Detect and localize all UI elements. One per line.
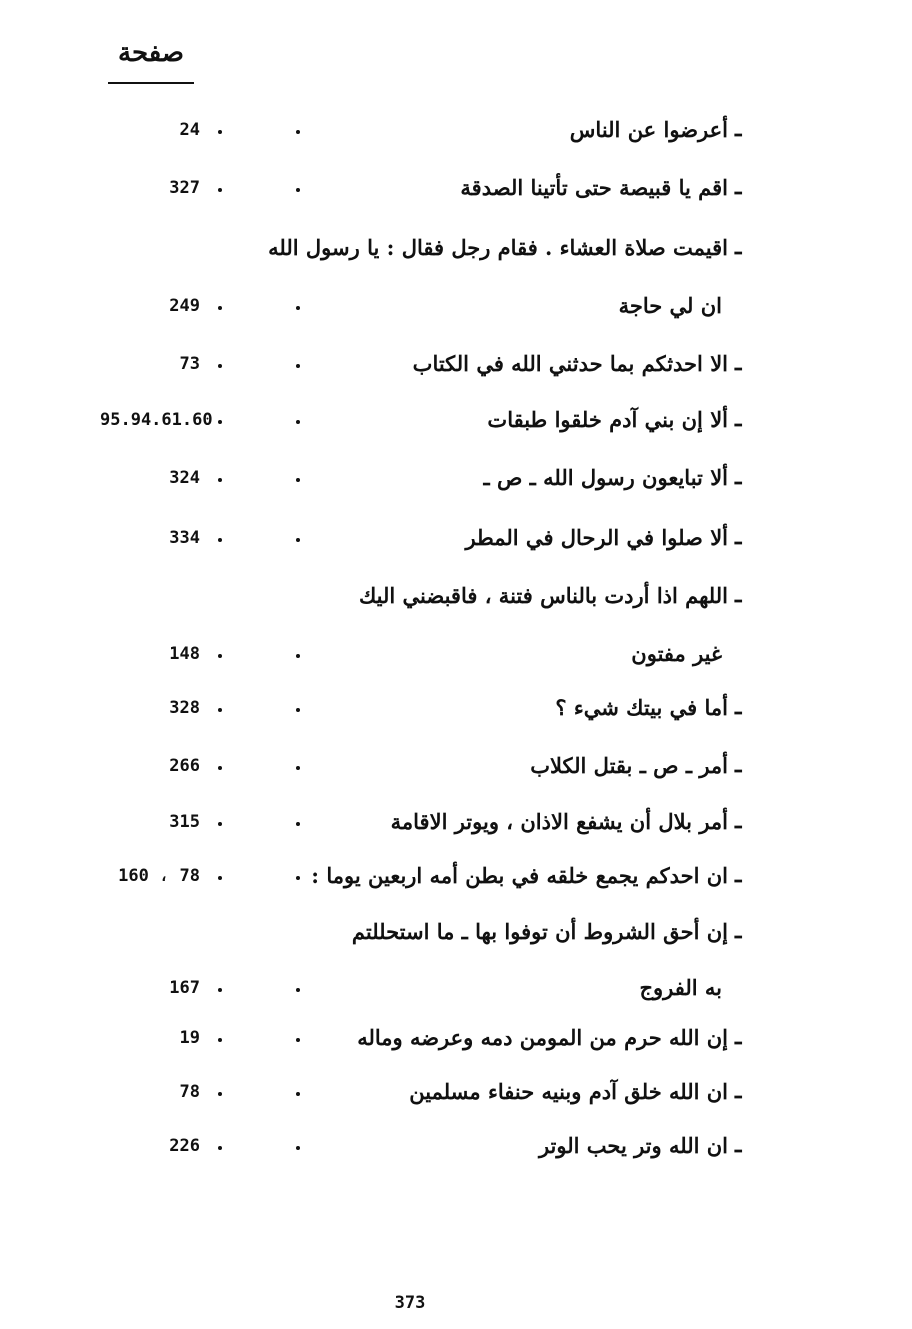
entry-dash: ـ xyxy=(735,524,742,550)
index-entry xyxy=(0,802,912,842)
leader-dot xyxy=(296,1092,300,1096)
entry-page-ref: 324 xyxy=(169,468,200,488)
entry-page-ref: 328 xyxy=(169,698,200,718)
leader-dots xyxy=(210,1072,310,1112)
entry-page-ref: 24 xyxy=(179,120,200,140)
index-entry xyxy=(0,228,912,268)
entry-dash: ـ xyxy=(735,174,742,200)
page-number: 373 xyxy=(394,1293,426,1313)
entry-page-ref: 73 xyxy=(179,354,200,374)
entry-text: اقم يا قبيصة حتى تأتينا الصدقة xyxy=(460,175,728,200)
entry-page-ref: 327 xyxy=(169,178,200,198)
leader-dots xyxy=(210,856,310,896)
leader-dot xyxy=(296,876,300,880)
leader-dots xyxy=(210,110,310,150)
index-entry xyxy=(0,1018,912,1058)
leader-dot xyxy=(296,1146,300,1150)
entry-dash: ـ xyxy=(735,1132,742,1158)
leader-dot xyxy=(296,988,300,992)
leader-dot xyxy=(218,188,222,192)
index-entry xyxy=(0,576,912,616)
leader-dot xyxy=(218,988,222,992)
leader-dots xyxy=(210,1126,310,1166)
entry-page-ref: 95.94.61.60 xyxy=(100,410,213,430)
entry-text: غير مفتون xyxy=(631,641,722,666)
leader-dots xyxy=(210,344,310,384)
entry-page-ref: 315 xyxy=(169,812,200,832)
entry-page-ref: 266 xyxy=(169,756,200,776)
leader-dot xyxy=(296,188,300,192)
leader-dots xyxy=(210,168,310,208)
leader-dot xyxy=(218,876,222,880)
leader-dot xyxy=(218,822,222,826)
entry-dash: ـ xyxy=(735,1078,742,1104)
leader-dot xyxy=(296,420,300,424)
leader-dots xyxy=(210,634,310,674)
entry-page-ref: 226 xyxy=(169,1136,200,1156)
header-underline xyxy=(108,82,194,84)
entry-dash: ـ xyxy=(735,918,742,944)
entry-text: ألا تبايعون رسول الله ـ ص ـ xyxy=(483,465,728,490)
index-entry xyxy=(0,110,912,150)
leader-dot xyxy=(296,364,300,368)
entry-text: ان الله وتر يحب الوتر xyxy=(538,1133,728,1158)
entry-dash: ـ xyxy=(735,464,742,490)
leader-dot xyxy=(218,1146,222,1150)
leader-dot xyxy=(218,130,222,134)
entry-dash: ـ xyxy=(735,234,742,260)
leader-dot xyxy=(296,1038,300,1042)
leader-dots xyxy=(210,400,310,440)
leader-dot xyxy=(218,478,222,482)
leader-dot xyxy=(218,1092,222,1096)
leader-dot xyxy=(296,130,300,134)
leader-dots xyxy=(210,1018,310,1058)
entry-text: ان لي حاجة xyxy=(618,293,722,318)
entry-text: الا احدثكم بما حدثني الله في الكتاب xyxy=(412,351,728,376)
entry-text: ألا صلوا في الرحال في المطر xyxy=(465,525,728,550)
entry-page-ref: 167 xyxy=(169,978,200,998)
leader-dot xyxy=(296,766,300,770)
index-entry xyxy=(0,1072,912,1112)
leader-dot xyxy=(218,538,222,542)
leader-dot xyxy=(218,766,222,770)
leader-dot xyxy=(218,1038,222,1042)
entry-dash: ـ xyxy=(735,406,742,432)
entry-dash: ـ xyxy=(735,862,742,888)
entry-text: إن الله حرم من المومن دمه وعرضه وماله xyxy=(357,1025,728,1050)
leader-dot xyxy=(218,708,222,712)
leader-dot xyxy=(296,538,300,542)
leader-dot xyxy=(296,306,300,310)
entry-dash: ـ xyxy=(735,350,742,376)
index-entry xyxy=(0,856,912,896)
entry-text: ألا إن بني آدم خلقوا طبقات xyxy=(487,407,728,432)
leader-dot xyxy=(218,364,222,368)
leader-dots xyxy=(210,802,310,842)
entry-text: ان الله خلق آدم وبنيه حنفاء مسلمين xyxy=(409,1079,728,1104)
index-entry xyxy=(0,458,912,498)
index-entry xyxy=(0,168,912,208)
index-entry xyxy=(0,1126,912,1166)
leader-dot xyxy=(218,306,222,310)
leader-dot xyxy=(218,420,222,424)
entry-text: اللهم اذا أردت بالناس فتنة ، فاقبضني اليك xyxy=(358,583,728,608)
entry-page-ref: 160 ، 78 xyxy=(118,866,200,886)
entry-text: أعرضوا عن الناس xyxy=(569,117,728,142)
entry-dash: ـ xyxy=(735,582,742,608)
entry-dash: ـ xyxy=(735,752,742,778)
leader-dots xyxy=(210,286,310,326)
entry-text: أما في بيتك شيء ؟ xyxy=(555,695,728,720)
index-entry xyxy=(0,518,912,558)
index-entry xyxy=(0,746,912,786)
entry-page-ref: 249 xyxy=(169,296,200,316)
entry-text: ان احدكم يجمع خلقه في بطن أمه اربعين يوما : xyxy=(311,863,728,888)
leader-dots xyxy=(210,518,310,558)
entry-text: أمر بلال أن يشفع الاذان ، ويوتر الاقامة xyxy=(390,809,728,834)
index-entry xyxy=(0,968,912,1008)
leader-dots xyxy=(210,458,310,498)
leader-dot xyxy=(296,654,300,658)
leader-dots xyxy=(210,688,310,728)
entry-dash: ـ xyxy=(735,808,742,834)
leader-dots xyxy=(210,968,310,1008)
entry-page-ref: 334 xyxy=(169,528,200,548)
leader-dot xyxy=(296,478,300,482)
index-entry xyxy=(0,688,912,728)
leader-dots xyxy=(210,746,310,786)
index-entry xyxy=(0,912,912,952)
entry-page-ref: 19 xyxy=(179,1028,200,1048)
entry-dash: ـ xyxy=(735,116,742,142)
entry-text: اقيمت صلاة العشاء . فقام رجل فقال : يا رسول الله xyxy=(268,235,728,260)
entry-page-ref: 78 xyxy=(179,1082,200,1102)
entry-dash: ـ xyxy=(735,694,742,720)
leader-dot xyxy=(296,822,300,826)
entry-text: أمر ـ ص ـ بقتل الكلاب xyxy=(530,753,728,778)
index-entry xyxy=(0,400,912,440)
leader-dot xyxy=(218,654,222,658)
leader-dot xyxy=(296,708,300,712)
entry-text: إن أحق الشروط أن توفوا بها ـ ما استحللتم xyxy=(351,919,728,944)
index-entry xyxy=(0,286,912,326)
index-entry xyxy=(0,344,912,384)
page-column-header: صفحة xyxy=(118,38,184,68)
index-entry xyxy=(0,634,912,674)
entry-dash: ـ xyxy=(735,1024,742,1050)
entry-text: به الفروج xyxy=(639,975,722,1000)
entry-page-ref: 148 xyxy=(169,644,200,664)
